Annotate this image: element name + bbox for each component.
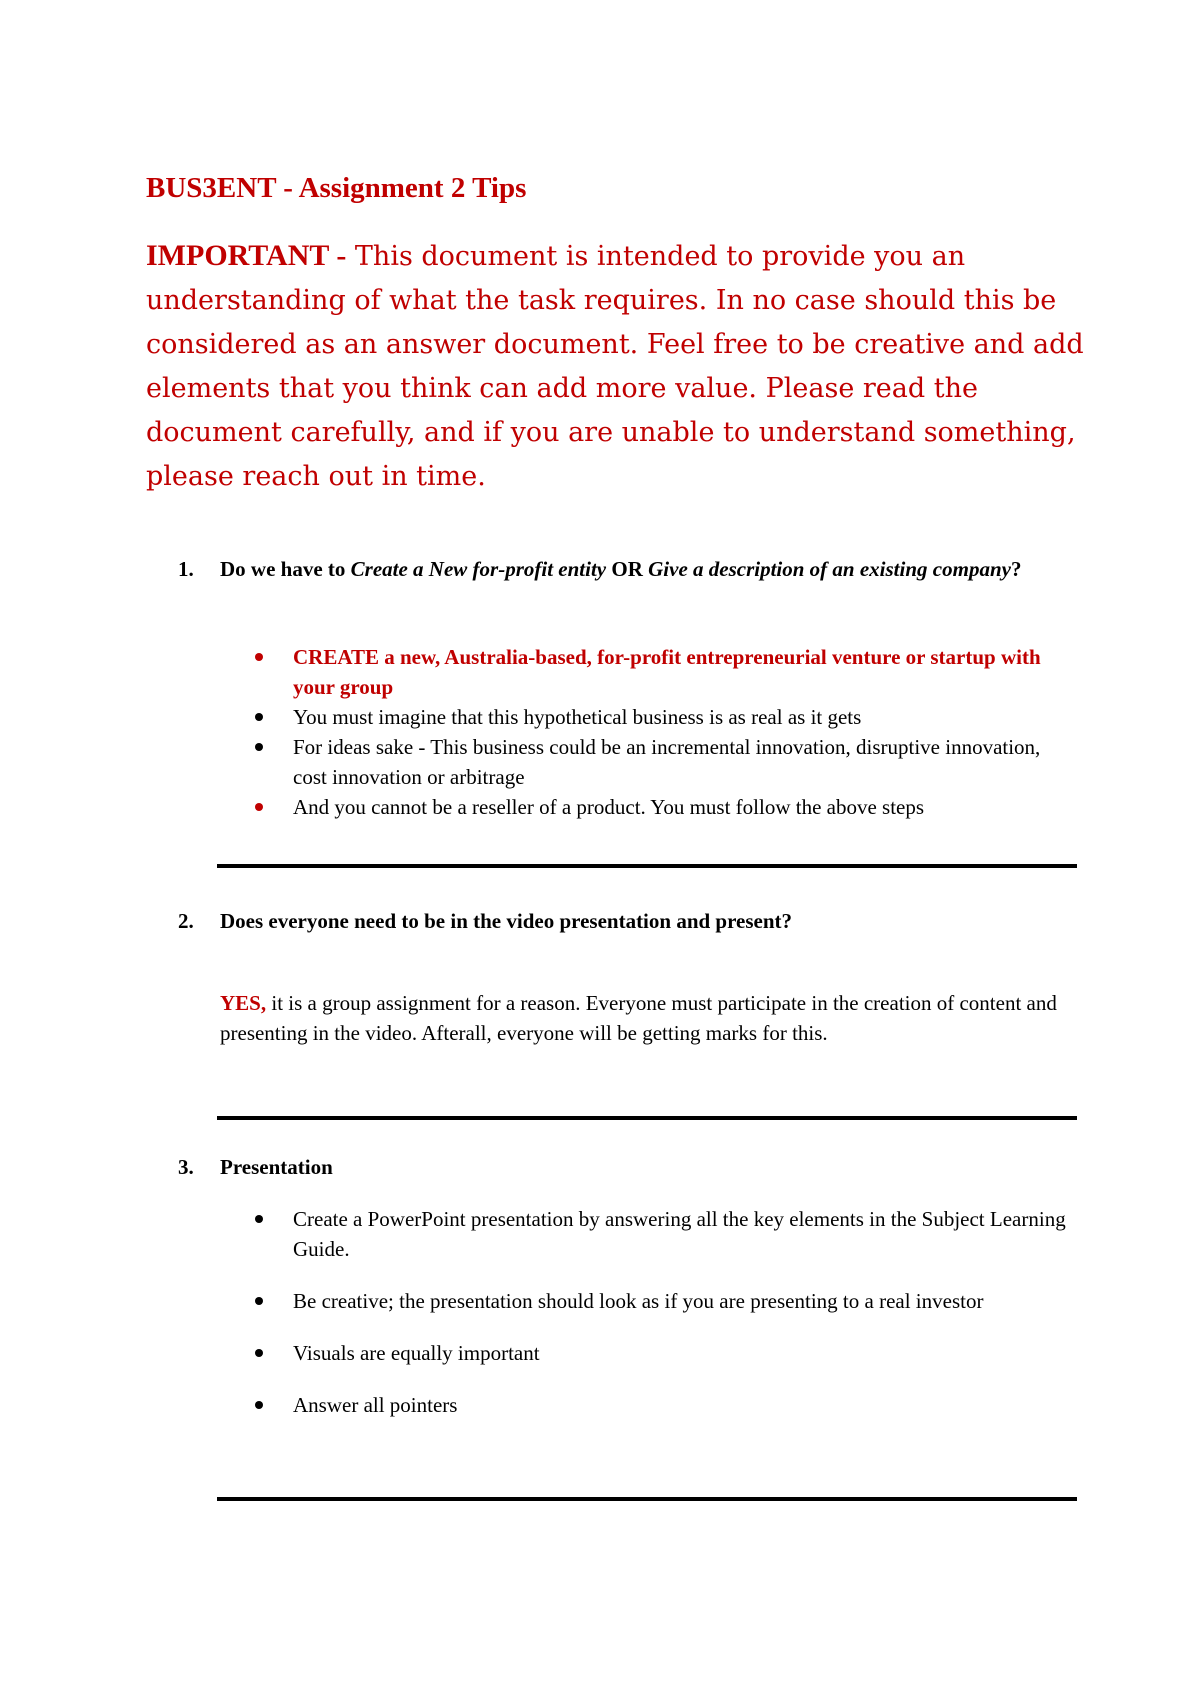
list-item-text: Answer all pointers (293, 1393, 458, 1417)
question-1-number: 1. (178, 557, 194, 581)
list-item (220, 1286, 1070, 1316)
question-3 (178, 1152, 1078, 1182)
question-1-text-part: OR (606, 557, 649, 581)
bullet-icon (255, 1215, 263, 1223)
important-label: IMPORTANT - (146, 239, 347, 272)
bullet-icon (255, 803, 263, 811)
bullet-icon (255, 1349, 263, 1357)
question-1-text-italic: Give a description of an existing company (648, 557, 1011, 581)
list-item-text: CREATE a new, Australia-based, for-profit entrepreneurial venture or startup with your group (293, 645, 1041, 699)
question-1-text-part: ? (1010, 557, 1022, 581)
section-divider (217, 864, 1077, 868)
bullet-icon (255, 653, 263, 661)
important-notice (146, 234, 1086, 499)
list-item-text: And you cannot be a reseller of a product. You must follow the above steps (293, 795, 925, 819)
list-item (220, 1338, 1070, 1368)
bullet-icon (255, 1401, 263, 1409)
question-3-text: Presentation (220, 1155, 333, 1179)
list-item (220, 1390, 1070, 1420)
list-item-text: For ideas sake - This business could be an incremental innovation, disruptive innovation, cost innovation or arbitrage (293, 735, 1041, 789)
bullet-icon (255, 713, 263, 721)
list-item (220, 732, 1070, 792)
question-3-number: 3. (178, 1155, 194, 1179)
list-item-text: Visuals are equally important (293, 1341, 540, 1365)
list-item-text: Be creative; the presentation should look as if you are presenting to a real investor (293, 1289, 984, 1313)
question-1 (178, 554, 1078, 584)
question-2-text: Does everyone need to be in the video presentation and present? (220, 909, 793, 933)
list-item (220, 702, 1070, 732)
list-item-text: You must imagine that this hypothetical business is as real as it gets (293, 705, 862, 729)
question-1-bullet-list (220, 642, 1070, 822)
question-2 (178, 906, 1078, 936)
question-2-number: 2. (178, 909, 194, 933)
question-3-bullet-list (220, 1204, 1070, 1420)
answer-yes-label: YES, (220, 991, 267, 1015)
list-item-text: Create a PowerPoint presentation by answering all the key elements in the Subject Learning Guide. (293, 1207, 1066, 1261)
answer-text: it is a group assignment for a reason. Everyone must participate in the creation of content and presenting in the video. Afterall, everyone will be getting marks for this. (220, 991, 1057, 1045)
list-item (220, 1204, 1070, 1264)
list-item (220, 792, 1070, 822)
question-1-text-part: Do we have to (220, 557, 351, 581)
section-divider (217, 1497, 1077, 1501)
important-text: This document is intended to provide you an understanding of what the task requires. In no case should this be considered as an answer document. Feel free to be creative and add elements that you think can add more value. Please read the document carefully, and if you are unable to understand something, please reach out in time. (146, 241, 1084, 492)
document-title: BUS3ENT - Assignment 2 Tips (146, 172, 527, 204)
bullet-icon (255, 1297, 263, 1305)
question-2-answer (220, 988, 1070, 1048)
list-item (220, 642, 1070, 702)
section-divider (217, 1116, 1077, 1120)
bullet-icon (255, 743, 263, 751)
question-1-text-italic: Create a New for-profit entity (350, 557, 607, 581)
question-1-text (220, 554, 1078, 584)
